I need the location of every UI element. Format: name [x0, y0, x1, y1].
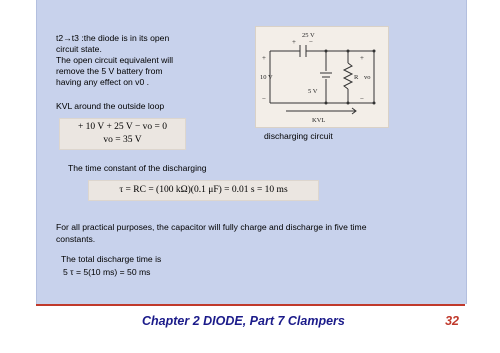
label-kvl: KVL	[312, 117, 326, 124]
label-r: R	[354, 74, 359, 81]
intro-line-5: having any effect on v0 .	[56, 77, 150, 87]
kvl-equation-line-1: + 10 V + 25 V − vo = 0	[77, 122, 168, 132]
total-discharge-value: 5 τ = 5(10 ms) = 50 ms	[63, 267, 151, 277]
intro-line-4: remove the 5 V battery from	[56, 66, 163, 76]
practical-text-line-2: constants.	[56, 234, 96, 244]
practical-text-line-1: For all practical purposes, the capacitor will fully charge and discharge in five time	[56, 222, 367, 232]
page-number: 32	[445, 314, 459, 328]
plus-sign-output: +	[360, 54, 364, 62]
circuit-schematic	[256, 27, 388, 127]
slide	[36, 0, 465, 353]
time-constant-equation-box	[88, 180, 319, 201]
label-vo: vo	[364, 74, 371, 81]
circuit-caption: discharging circuit	[264, 131, 333, 141]
footer-title: Chapter 2 DIODE, Part 7 Clampers	[142, 314, 345, 328]
intro-line-3: The open circuit equivalent will	[56, 55, 174, 65]
kvl-equation-line-2: vo = 35 V	[103, 135, 142, 145]
time-constant-equation: τ = RC = (100 kΩ)(0.1 μF) = 0.01 s = 10 ms	[119, 185, 288, 195]
minus-sign-cap: −	[309, 38, 313, 46]
minus-sign-left: −	[262, 95, 266, 103]
intro-line-1: t2→t3 :the diode is in its open	[56, 33, 170, 43]
kvl-equation-box	[59, 118, 186, 150]
plus-sign-left: +	[262, 54, 266, 62]
footer-divider	[36, 304, 465, 306]
label-25v: 25 V	[302, 32, 315, 39]
content-panel	[36, 0, 467, 304]
label-5v: 5 V	[308, 88, 318, 95]
discharging-circuit-diagram	[255, 26, 389, 128]
intro-line-2: circuit state.	[56, 44, 102, 54]
kvl-heading: KVL around the outside loop	[56, 101, 165, 111]
time-constant-heading: The time constant of the discharging	[68, 163, 207, 173]
total-discharge-label: The total discharge time is	[61, 254, 162, 264]
plus-sign-cap: +	[292, 38, 296, 46]
minus-sign-output: −	[360, 95, 364, 103]
label-10v: 10 V	[260, 74, 273, 81]
